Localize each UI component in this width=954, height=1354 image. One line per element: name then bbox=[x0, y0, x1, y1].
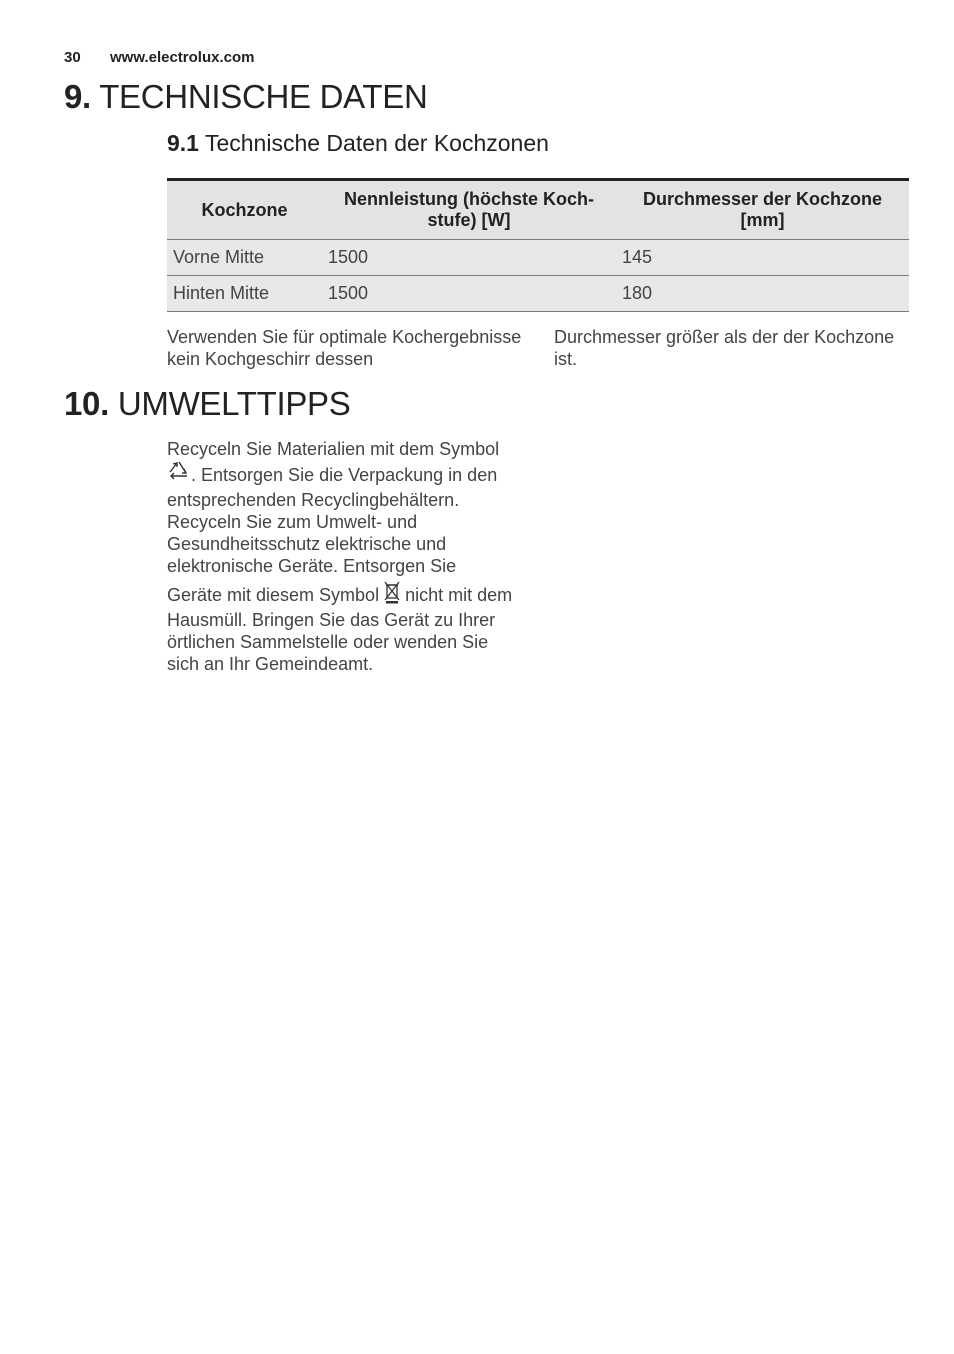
section-10-number: 10. bbox=[64, 385, 109, 422]
section-9-1-number: 9.1 bbox=[167, 130, 199, 156]
recycle-icon bbox=[167, 460, 191, 489]
table-cell: Vorne Mitte bbox=[167, 240, 322, 276]
table-header-cell: Kochzone bbox=[201, 199, 288, 220]
section-10-title: UMWELTTIPPS bbox=[117, 385, 351, 422]
page-header bbox=[64, 49, 255, 66]
crossed-bin-icon bbox=[384, 580, 400, 609]
page-number: 30 bbox=[64, 49, 81, 66]
section-9-1-title: Technische Daten der Kochzonen bbox=[204, 130, 549, 156]
bin-text-before: Geräte mit diesem Symbol bbox=[167, 585, 380, 605]
recycle-text-before: Recyceln Sie Materialien mit dem Symbol bbox=[167, 439, 500, 459]
table-header-row bbox=[167, 180, 909, 240]
environment-paragraph-1 bbox=[167, 438, 522, 577]
cookware-note-right: Durchmesser größer als der der Kochzone ist. bbox=[554, 327, 895, 369]
table-cell: 145 bbox=[616, 240, 909, 276]
table-cell: Hinten Mitte bbox=[167, 276, 322, 312]
table-header-cell: Durchmesser der Kochzone [mm] bbox=[642, 189, 883, 230]
cooking-zone-table bbox=[167, 178, 909, 312]
table-cell: 1500 bbox=[322, 276, 616, 312]
bin-text-after: nicht mit dem Hausmüll. Bringen Sie das Gerät zu Ihrer örtlichen Sammelstelle oder wenden Sie sich an Ihr Gemeindeamt. bbox=[167, 585, 513, 674]
table-row bbox=[167, 240, 909, 276]
table-cell: 180 bbox=[616, 276, 909, 312]
table-row bbox=[167, 276, 909, 312]
section-9-1-heading bbox=[167, 130, 549, 157]
section-9-title: TECHNISCHE DATEN bbox=[99, 78, 428, 115]
section-9-number: 9. bbox=[64, 78, 91, 115]
table-header-cell: Nennleistung (höchste Koch-stufe) [W] bbox=[343, 189, 594, 230]
cookware-note-left: Verwenden Sie für optimale Kochergebnisse kein Kochgeschirr dessen bbox=[167, 327, 522, 369]
table-cell: 1500 bbox=[322, 240, 616, 276]
recycle-text-after: . Entsorgen Sie die Verpackung in den entsprechenden Recyclingbehältern. Recyceln Sie zum Umwelt- und Gesundheitsschutz elektrische und elektronische Geräte. Entsorgen Sie bbox=[167, 465, 498, 576]
section-9-heading bbox=[64, 78, 427, 116]
environment-paragraph-2 bbox=[167, 580, 522, 675]
website-link[interactable]: www.electrolux.com bbox=[110, 49, 255, 66]
section-10-heading bbox=[64, 385, 350, 423]
